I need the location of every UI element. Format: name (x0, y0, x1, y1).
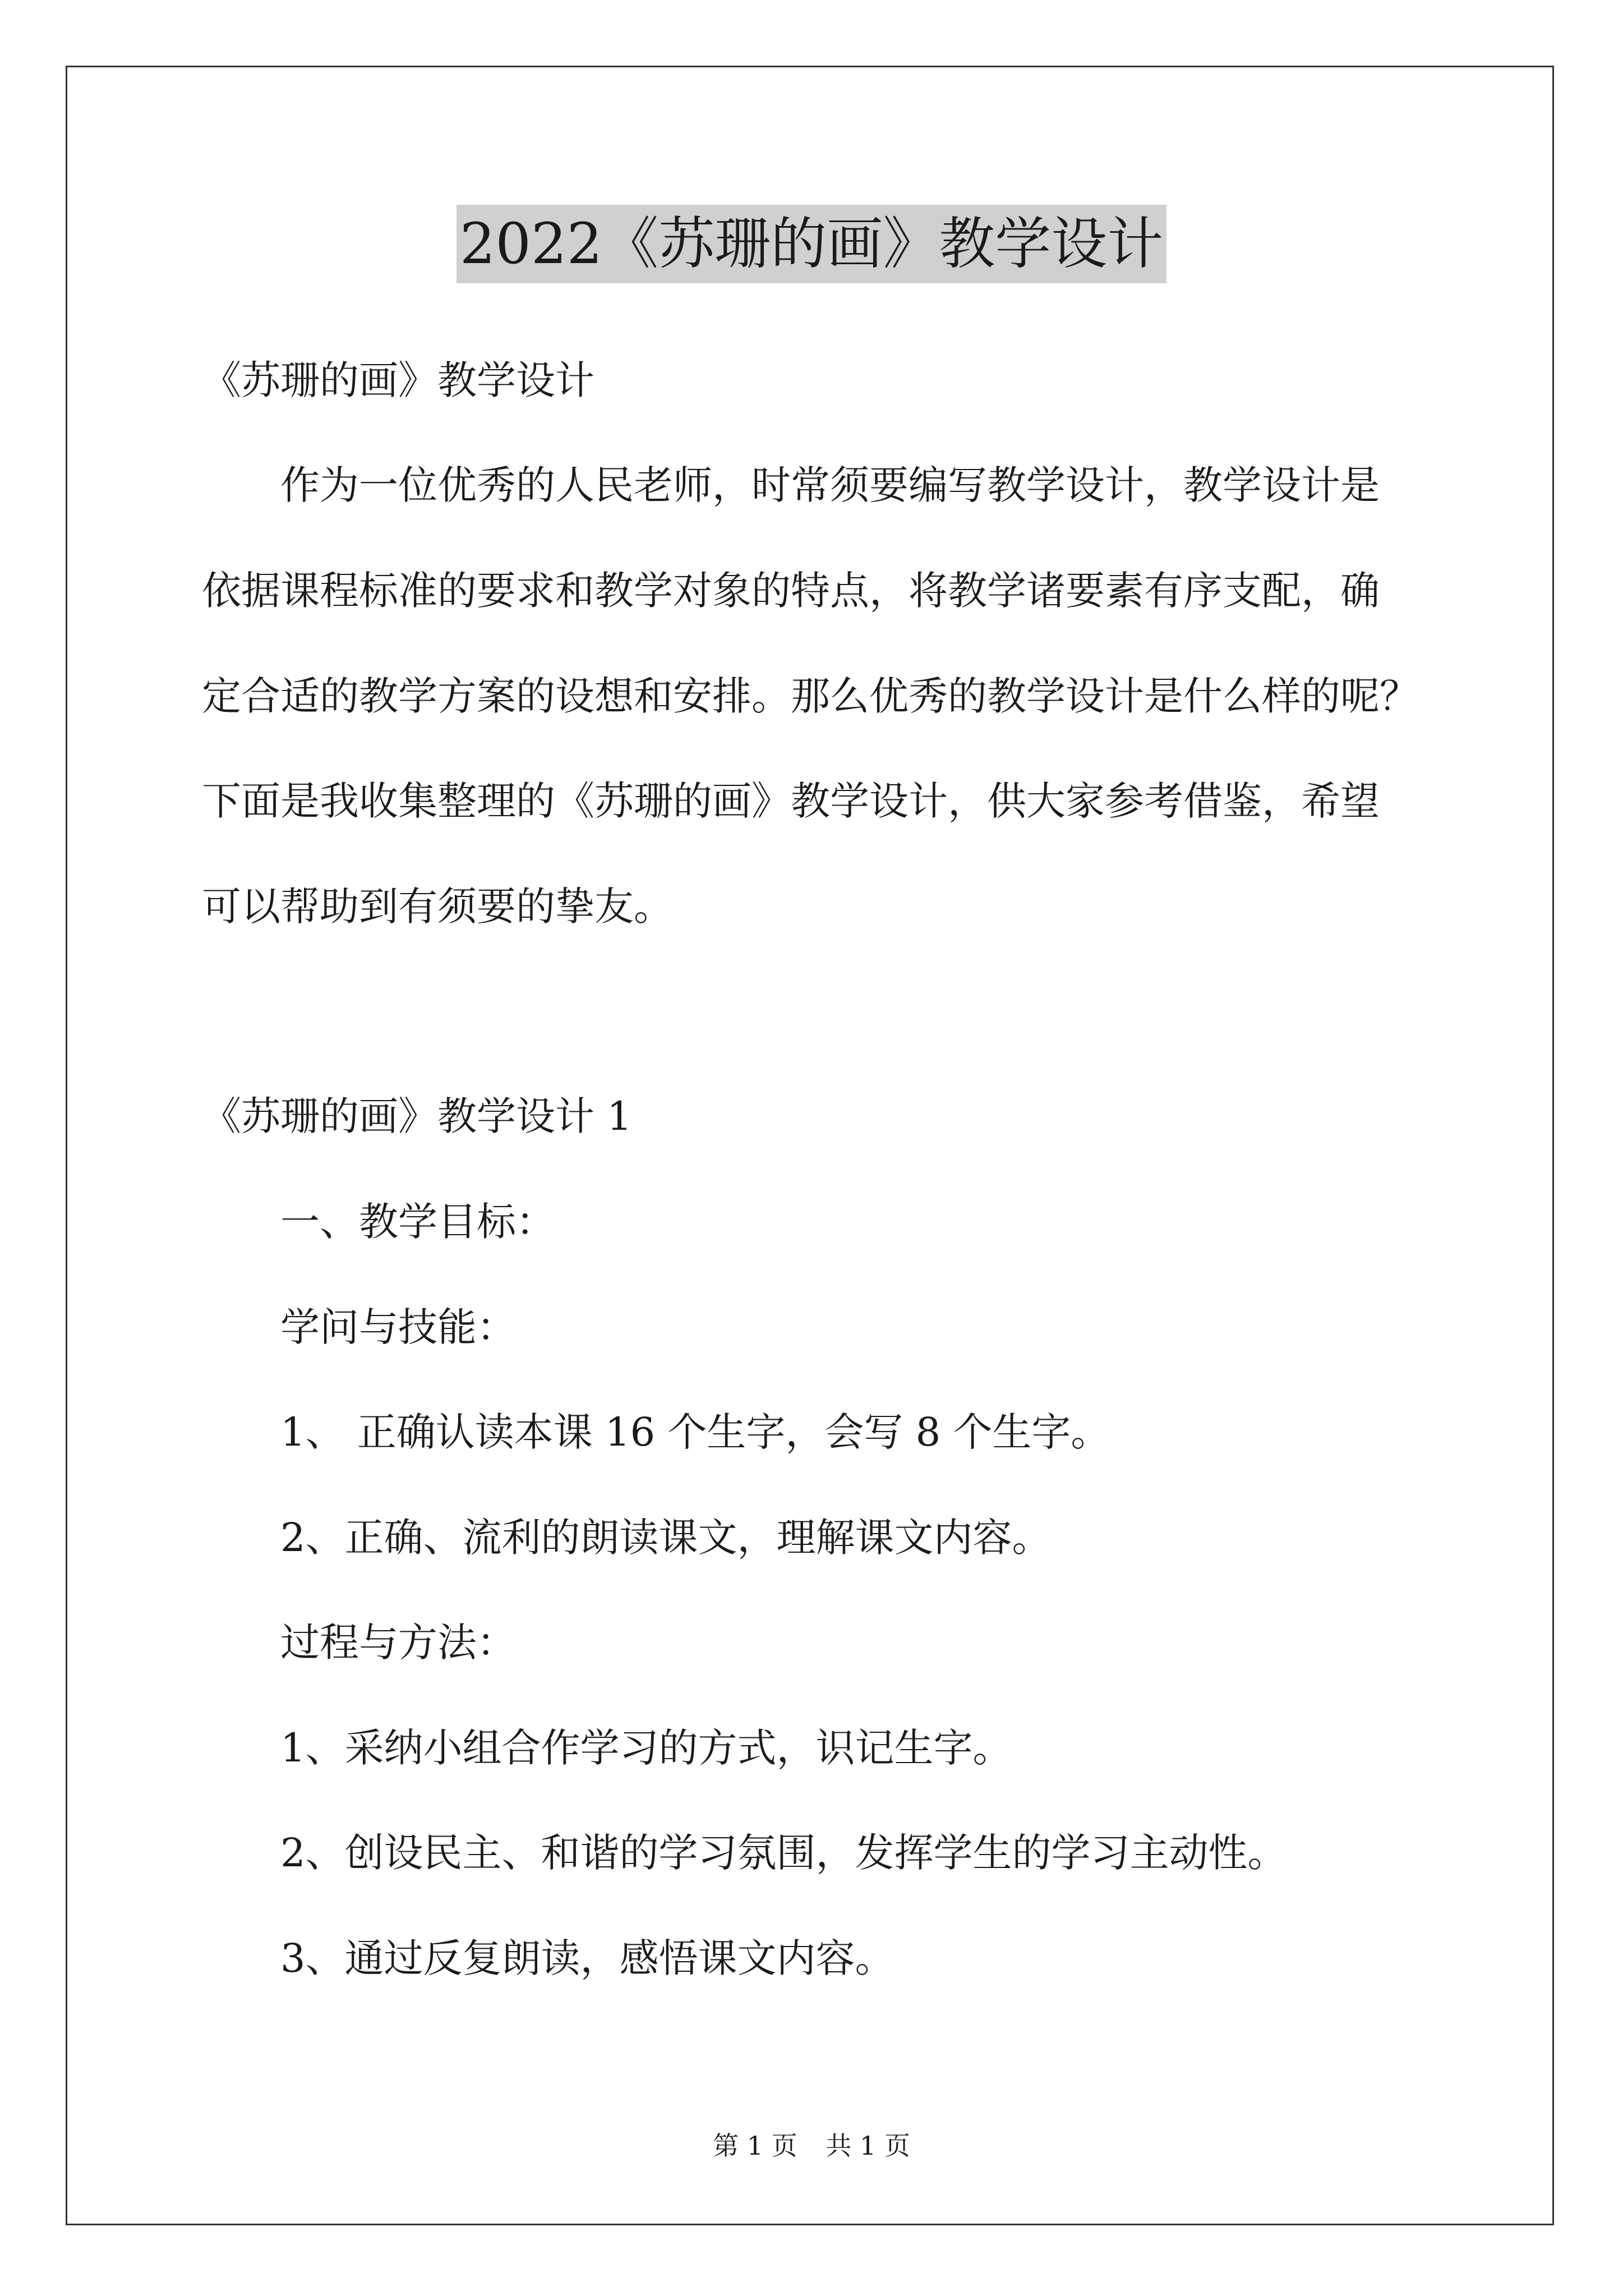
intro-line-1: 作为一位优秀的人民老师，时常须要编写教学设计，教学设计是 (280, 462, 1380, 508)
item-line-5: 过程与方法： (280, 1619, 516, 1665)
intro-line-4: 下面是我收集整理的《苏珊的画》教学设计，供大家参考借鉴，希望 (202, 778, 1380, 824)
item-line-4: 2、正确、流利的朗读课文，理解课文内容。 (280, 1515, 1052, 1561)
item-line-2: 学问与技能： (280, 1304, 516, 1350)
document-title: 2022《苏珊的画》教学设计 (457, 205, 1167, 283)
intro-line-3: 定合适的教学方案的设想和安排。那么优秀的教学设计是什么样的呢？ (202, 673, 1419, 719)
page-number-current: 第 1 页 (713, 2131, 797, 2161)
intro-line-5: 可以帮助到有须要的挚友。 (202, 884, 673, 930)
title-container (0, 205, 1623, 283)
item-line-7: 2、创设民主、和谐的学习氛围，发挥学生的学习主动性。 (280, 1830, 1287, 1876)
section-heading: 《苏珊的画》教学设计 1 (202, 1093, 632, 1139)
item-line-3: 1、 正确认读本课 16 个生字，会写 8 个生字。 (280, 1409, 1110, 1455)
page-number-total: 共 1 页 (826, 2131, 910, 2161)
page-footer (0, 2129, 1623, 2162)
item-line-1: 一、教学目标： (280, 1199, 555, 1245)
intro-line-2: 依据课程标准的要求和教学对象的特点，将教学诸要素有序支配，确 (202, 568, 1380, 614)
document-subtitle: 《苏珊的画》教学设计 (202, 357, 594, 403)
item-line-8: 3、通过反复朗读，感悟课文内容。 (280, 1935, 895, 1981)
item-line-6: 1、采纳小组合作学习的方式，识记生字。 (280, 1725, 1012, 1771)
